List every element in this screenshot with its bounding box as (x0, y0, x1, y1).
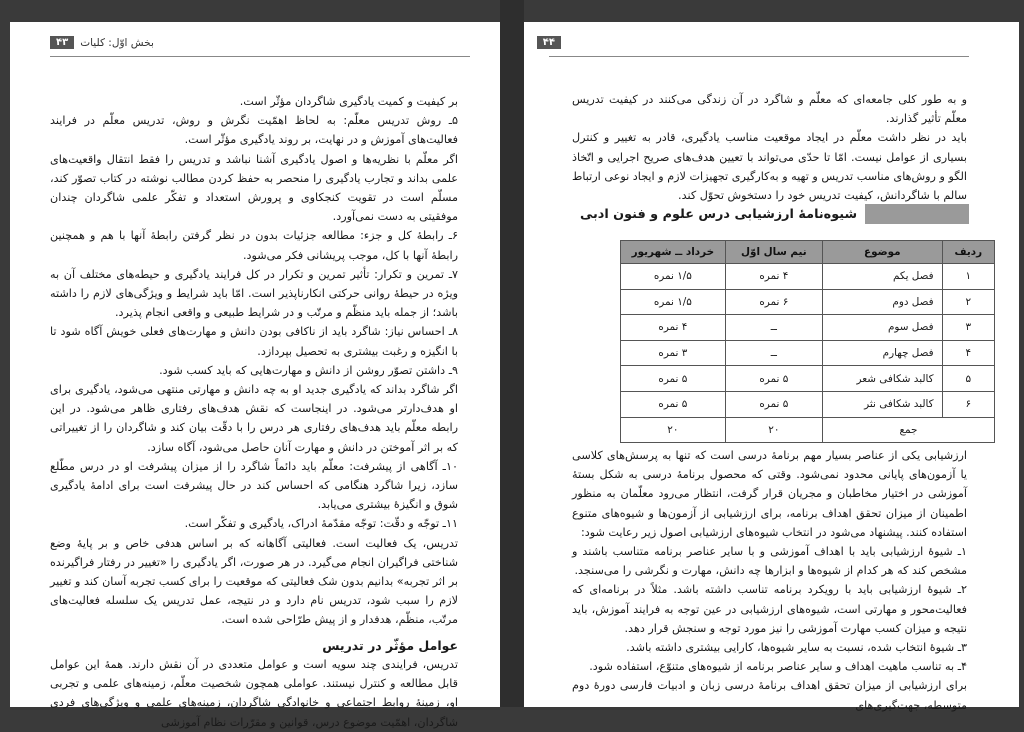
right-body-text (572, 446, 967, 715)
cell-total-final: ۲۰ (621, 417, 726, 443)
paragraph: باید در نظر داشت معلّم در ایجاد موقعیت مناسب یادگیری، قادر به تغییر و کنترل بسیاری از عوامل نیست. امّا تا حدّی می‌تواند با تعیین هدف‌های صریح اجرایی و اتّخاذ الگو و روش‌های مناسب تدریس و تهیه و به‌کارگیری تجهیزات لازم و ایجاد نوعی ارتباط سالم با شاگردانش، کیفیت تدریس خود را دستخوش تحوّل کند. (572, 131, 967, 203)
paragraph: ۴ـ به تناسب ماهیت اهداف و سایر عناصر برنامه از شیوه‌های متنوّع، استفاده شود. (589, 660, 967, 674)
paragraph: تدریس، فرایندی چند سویه است و عوامل متعددی در آن نقش دارند. همهٔ این عوامل قابل مطالعه و کنترل نیستند. عواملی همچون شخصیت معلّم، زمینه‌های علمی و تجربی او، زمینهٔ روابط اجتماعی و خانوادگی شاگردان، زمینه‌های علمی و ویژگی‌های فردی شاگردان، اهمّیت موضوع درس، قوانین و مقرّرات نظام آموزشی (50, 657, 458, 729)
table-row (621, 289, 995, 315)
cell-first-semester: ــ (725, 340, 822, 366)
right-page-number: ۴۴ (537, 36, 561, 49)
paragraph: بر کیفیت و کمیت یادگیری شاگردان مؤثّر است. (239, 95, 458, 108)
right-intro-text (572, 90, 967, 205)
cell-total-label: جمع (822, 417, 994, 443)
cell-final: ۱/۵ نمره (621, 289, 726, 315)
left-running-head-text: بخش اوّل: کلیات (80, 36, 154, 49)
cell-total-first-semester: ۲۰ (725, 417, 822, 443)
banner-box (865, 204, 969, 224)
paragraph: برای ارزشیابی از میزان تحقق اهداف برنامهٔ درسی زبان و ادبیات فارسی دورهٔ دوم متوسطه، جهت‌گیری‌های (572, 679, 967, 712)
cell-final: ۵ نمره (621, 391, 726, 417)
cell-row-number: ۴ (942, 340, 994, 366)
cell-row-number: ۵ (942, 366, 994, 392)
cell-topic: کالبد شکافی شعر (822, 366, 942, 392)
book-gutter (500, 0, 524, 707)
col-header-row-number: ردیف (942, 241, 994, 264)
cell-final: ۴ نمره (621, 315, 726, 341)
cell-topic: فصل دوم (822, 289, 942, 315)
section-title: شیوه‌نامهٔ ارزشیابی درس علوم و فنون ادبی (580, 206, 858, 222)
section-heading: عوامل مؤثّر در تدریس (322, 637, 458, 653)
cell-final: ۳ نمره (621, 340, 726, 366)
left-running-head (50, 36, 154, 49)
left-page-number: ۴۳ (50, 36, 74, 49)
cell-row-number: ۲ (942, 289, 994, 315)
col-header-topic: موضوع (822, 241, 942, 264)
cell-first-semester: ۵ نمره (725, 391, 822, 417)
grading-table (620, 240, 995, 443)
paragraph: ۷ـ تمرین و تکرار: تأثیر تمرین و تکرار در کل فرایند یادگیری و حیطه‌های مختلف آن به ویژه در حیطهٔ روانی حرکتی انکارناپذیر است. امّا باید شرایط و ویژگی‌های لازم را داشته باشد؛ از جمله باید منظّم و مرتّب و در شرایط طبیعی و واقعی انجام پذیرد. (50, 267, 458, 320)
table-row (621, 264, 995, 290)
cell-topic: فصل یکم (822, 264, 942, 290)
right-page (524, 22, 1019, 712)
table-header-row (621, 241, 995, 264)
cell-topic: فصل چهارم (822, 340, 942, 366)
paragraph: اگر معلّم با نظریه‌ها و اصول یادگیری آشنا نباشد و تدریس را فقط انتقال واقعیت‌های علمی بداند و تجارب یادگیری را منحصر به حفظ کردن مطالب نوشته در کتاب تصوّر کند، مسلّم است در تقویت کنجکاوی و پرورش استعداد و تفکّر علمی شاگردان چندان موفقیتی به دست نمی‌آورد. (50, 152, 458, 224)
right-header-rule (549, 56, 969, 57)
table-row (621, 315, 995, 341)
paragraph: ۳ـ شیوهٔ انتخاب شده، نسبت به سایر شیوه‌ها، کارایی بیشتری داشته باشد. (626, 641, 967, 655)
cell-row-number: ۱ (942, 264, 994, 290)
cell-row-number: ۳ (942, 315, 994, 341)
cell-first-semester: ۶ نمره (725, 289, 822, 315)
cell-final: ۵ نمره (621, 366, 726, 392)
paragraph: ۱۱ـ توجّه و دقّت: توجّه مقدّمهٔ ادراک، یادگیری و تفکّر است. (184, 517, 458, 531)
cell-row-number: ۶ (942, 391, 994, 417)
cell-first-semester: ــ (725, 315, 822, 341)
paragraph: اگر شاگرد بداند که یادگیری جدید او به چه دانش و مهارتی منتهی می‌شود، یادگیری برای او هدف‌دارتر می‌شود. در اینجاست که نقش هدف‌های رفتاری ظاهر می‌شود. در این رابطه معلّم باید هدف‌های رفتاری هر درس را با دقّت بیان کند و شاگردان را از تغییراتی که بر اثر آموختن در دانش و مهارت آنان حاصل می‌شود، آگاه سازد. (50, 383, 458, 454)
cell-first-semester: ۴ نمره (725, 264, 822, 290)
cell-topic: فصل سوم (822, 315, 942, 341)
cell-first-semester: ۵ نمره (725, 366, 822, 392)
paragraph: و به طور کلی جامعه‌ای که معلّم و شاگرد در آن زندگی می‌کنند در کیفیت تدریس معلّم تأثیر گذارند. (572, 93, 967, 126)
paragraph: ارزشیابی یکی از عناصر بسیار مهم برنامهٔ درسی است که تنها به پرسش‌های کلاسی یا آزمون‌های پایانی محدود نمی‌شود. وقتی که محصول برنامهٔ درسی به شکل بستهٔ آموزشی در اختیار مخاطبان و مجریان قرار گرفت، انتظار می‌رود معلّمان به منظور اطمینان از میزان تحقق اهداف برنامه، برای ارزشیابی از آزمون‌ها و شیوه‌های متنوع استفاده کنند. پیشنهاد می‌شود در انتخاب شیوه‌های ارزشیابی اصول زیر رعایت شود: (572, 449, 967, 539)
col-header-final: خرداد ــ شهریور (621, 241, 726, 264)
left-page (10, 22, 500, 729)
paragraph: ۸ـ احساس نیاز: شاگرد باید از ناکافی بودن دانش و مهارت‌های فعلی خویش آگاه شود تا با انگیزه و رغبت بیشتری به تحصیل بپردازد. (50, 325, 458, 358)
paragraph: ۲ـ شیوهٔ ارزشیابی باید با رویکرد برنامه تناسب داشته باشد. مثلاً در برنامه‌ای که فعالیت‌محور و مهارتی است، شیوه‌های ارزشیابی در عین توجه به فرایند آموزش، باید نتیجه و میزان کسب مهارت آموزشی را نیز مورد توجه و سنجش قرار دهد. (572, 583, 967, 635)
col-header-first-semester: نیم سال اوّل (725, 241, 822, 264)
cell-topic: کالبد شکافی نثر (822, 391, 942, 417)
section-banner (572, 202, 969, 226)
paragraph: ۶ـ رابطهٔ کل و جزء: مطالعه جزئیات بدون در نظر گرفتن رابطهٔ آنها با هم و همچنین رابطهٔ آنها با کل، موجب پریشانی فکر می‌شود. (50, 229, 458, 262)
table-total-row (621, 417, 995, 443)
right-running-head (537, 36, 561, 49)
paragraph: ۱ـ شیوهٔ ارزشیابی باید با اهداف آموزشی و با سایر عناصر برنامه متناسب باشند و مشخص کند که هر کدام از شیوه‌ها و ابزارها چه دانش، مهارت و نگرشی را می‌سنجد. (572, 545, 967, 578)
left-body-text (50, 92, 458, 732)
table-row (621, 340, 995, 366)
left-header-rule (50, 56, 470, 57)
cell-final: ۱/۵ نمره (621, 264, 726, 290)
paragraph: ۵ـ روش تدریس معلّم: به لحاظ اهمّیت نگرش و روش، تدریس معلّم در فرایند فعالیت‌های آموزش و در نهایت، بر روند یادگیری مؤثّر است. (50, 114, 458, 147)
paragraph: ۹ـ داشتن تصوّر روشن از دانش و مهارت‌هایی که باید کسب شود. (159, 363, 458, 377)
table-row (621, 366, 995, 392)
paragraph: تدریس، یک فعالیت است. فعالیتی آگاهانه که بر اساس هدفی خاص و بر پایهٔ وضع شناختی فراگیران انجام می‌گیرد. در هر صورت، اگر یادگیری را «تغییر در رفتار فراگیرنده بر اثر تجربه» بدانیم بدون شک فعالیتی که موقعیت را برای کسب تجربه آسان کند و تغییر لازم را سبب شود، تدریس نام دارد و در نتیجه، عمل تدریس یک سلسله فعالیت‌های مرتّب، منظّم، هدفدار و از پیش طرّاحی شده است. (50, 536, 458, 627)
paragraph: ۱۰ـ آگاهی از پیشرفت: معلّم باید دائماً شاگرد را از میزان پیشرفت او در درس مطّلع سازد، زیرا شاگرد هنگامی که احساس کند در حال پیشرفت است برای ادامهٔ یادگیری شوق و انگیزهٔ بیشتری می‌یابد. (50, 459, 458, 512)
table-row (621, 391, 995, 417)
